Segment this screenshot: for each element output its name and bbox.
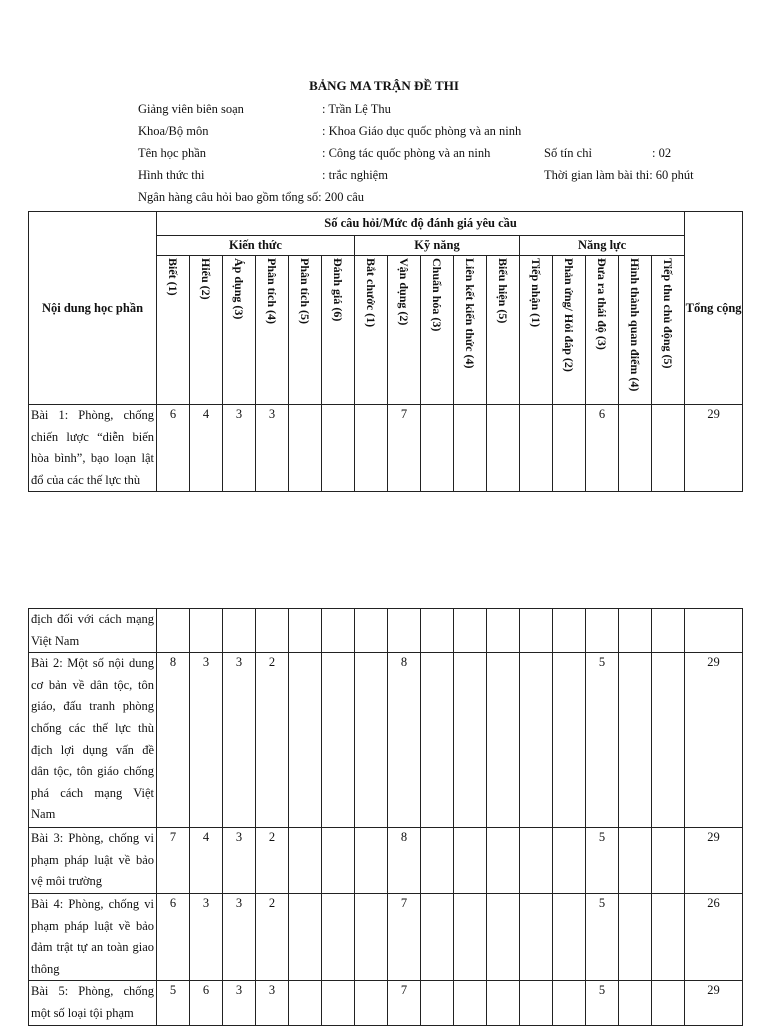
column-header <box>355 256 388 405</box>
cell-value: 5 <box>586 653 619 828</box>
cell-value <box>619 893 652 980</box>
cell-value <box>322 405 355 492</box>
cell-value <box>520 828 553 894</box>
cell-value <box>322 828 355 894</box>
column-header <box>157 256 190 405</box>
cell-value: 5 <box>586 893 619 980</box>
cell-value: 3 <box>256 981 289 1025</box>
cell-value <box>487 893 520 980</box>
lecturer-label: Giảng viên biên soạn <box>138 102 244 116</box>
cell-value: 5 <box>586 828 619 894</box>
exam-label: Hình thức thi <box>138 168 205 182</box>
column-header-label: Vận dụng (2) <box>397 258 411 326</box>
row-content: Bài 4: Phòng, chống vi phạm pháp luật về bảo đảm trật tự an toàn giao thông <box>29 893 157 980</box>
cell-value: 2 <box>256 893 289 980</box>
table-row <box>29 981 743 1025</box>
cell-value <box>586 609 619 653</box>
column-header-label: Tiếp thu chủ động (5) <box>661 258 676 369</box>
cell-value <box>553 609 586 653</box>
cell-value <box>454 981 487 1025</box>
cell-value <box>388 609 421 653</box>
column-header-label: Đánh giá (6) <box>331 258 345 322</box>
column-header <box>553 256 586 405</box>
column-header-label: Liên kết kiến thức (4) <box>463 258 477 369</box>
cell-value: 8 <box>388 828 421 894</box>
row-total: 29 <box>685 981 743 1025</box>
cell-value: 8 <box>388 653 421 828</box>
cell-value <box>322 653 355 828</box>
column-header <box>487 256 520 405</box>
column-header <box>586 256 619 405</box>
column-header-label: Phân tích (4) <box>265 258 279 324</box>
cell-value <box>520 405 553 492</box>
credits-label: Số tín chỉ <box>544 146 592 160</box>
table-row <box>29 609 743 653</box>
cell-value: 3 <box>223 405 256 492</box>
column-header-label: Hình thành quan điểm (4) <box>628 258 642 392</box>
cell-value <box>487 981 520 1025</box>
cell-value <box>157 609 190 653</box>
cell-value <box>619 828 652 894</box>
table-row <box>29 893 743 980</box>
column-header-label: Tiếp nhận (1) <box>529 258 543 328</box>
column-header-label: Phản ứng/ Hỏi đáp (2) <box>562 258 576 372</box>
cell-value <box>487 609 520 653</box>
cell-value <box>355 653 388 828</box>
column-header-label: Phân tích (5) <box>298 258 312 324</box>
dept-value: : Khoa Giáo dục quốc phòng và an ninh <box>322 124 522 138</box>
total-header: Tổng cộng <box>685 212 743 405</box>
subgroup-skills: Kỹ năng <box>355 236 520 256</box>
time-text: Thời gian làm bài thi: 60 phút <box>544 168 694 182</box>
cell-value: 7 <box>388 405 421 492</box>
cell-value <box>553 828 586 894</box>
cell-value <box>355 828 388 894</box>
column-header-label: Áp dụng (3) <box>232 258 246 320</box>
cell-value <box>421 893 454 980</box>
cell-value: 6 <box>190 981 223 1025</box>
course-value: : Công tác quốc phòng và an ninh <box>322 146 491 160</box>
column-header <box>388 256 421 405</box>
subgroup-competency: Năng lực <box>520 236 685 256</box>
row-content: địch đối với cách mạng Việt Nam <box>29 609 157 653</box>
table-row <box>29 653 743 828</box>
bank-text: Ngân hàng câu hỏi bao gồm tổng số: 200 câu <box>138 190 364 204</box>
cell-value <box>553 405 586 492</box>
cell-value: 4 <box>190 405 223 492</box>
column-header-label: Biết (1) <box>166 258 180 296</box>
cell-value <box>289 405 322 492</box>
cell-value <box>421 405 454 492</box>
cell-value <box>454 893 487 980</box>
cell-value: 3 <box>190 653 223 828</box>
column-header <box>454 256 487 405</box>
cell-value <box>289 981 322 1025</box>
row-content: Bài 3: Phòng, chống vi phạm pháp luật về bảo vệ môi trường <box>29 828 157 894</box>
document-title: BẢNG MA TRẬN ĐỀ THI <box>309 78 459 93</box>
row-total: 26 <box>685 893 743 980</box>
cell-value <box>322 981 355 1025</box>
cell-value <box>520 609 553 653</box>
row-content: Bài 5: Phòng, chống một số loại tội phạm <box>29 981 157 1025</box>
column-header <box>190 256 223 405</box>
info-course <box>138 146 672 161</box>
cell-value: 3 <box>256 405 289 492</box>
cell-value <box>520 653 553 828</box>
cell-value <box>553 653 586 828</box>
cell-value: 6 <box>157 893 190 980</box>
cell-value <box>619 653 652 828</box>
cell-value: 6 <box>586 405 619 492</box>
subgroup-knowledge: Kiến thức <box>157 236 355 256</box>
cell-value: 3 <box>223 893 256 980</box>
column-header <box>289 256 322 405</box>
cell-value: 3 <box>223 981 256 1025</box>
lecturer-value: : Trần Lệ Thu <box>322 102 391 116</box>
cell-value <box>421 653 454 828</box>
info-dept <box>138 124 522 139</box>
credits-value: : 02 <box>652 146 672 160</box>
cell-value <box>652 828 685 894</box>
cell-value: 7 <box>388 981 421 1025</box>
table-row <box>29 405 743 492</box>
cell-value <box>652 405 685 492</box>
matrix-table-part1 <box>28 211 743 492</box>
cell-value: 2 <box>256 653 289 828</box>
row-content: Bài 2: Một số nội dung cơ bản về dân tộc, tôn giáo, đấu tranh phòng chống các thế lực thù địch lợi dụng vấn đề dân tộc, tôn giáo chống phá cách mạng Việt Nam <box>29 653 157 828</box>
cell-value <box>289 609 322 653</box>
cell-value <box>421 828 454 894</box>
row-total <box>685 609 743 653</box>
cell-value <box>454 653 487 828</box>
column-header-label: Biểu hiện (5) <box>496 258 510 324</box>
cell-value <box>487 828 520 894</box>
cell-value <box>454 828 487 894</box>
column-header <box>652 256 685 405</box>
cell-value <box>289 828 322 894</box>
cell-value <box>355 981 388 1025</box>
cell-value <box>289 893 322 980</box>
column-header-label: Hiểu (2) <box>199 258 213 300</box>
cell-value <box>553 893 586 980</box>
cell-value <box>322 893 355 980</box>
column-header <box>520 256 553 405</box>
cell-value: 2 <box>256 828 289 894</box>
cell-value: 3 <box>223 828 256 894</box>
cell-value <box>553 981 586 1025</box>
column-header <box>223 256 256 405</box>
group-header: Số câu hỏi/Mức độ đánh giá yêu cầu <box>157 212 685 236</box>
cell-value <box>487 653 520 828</box>
cell-value <box>289 653 322 828</box>
matrix-table-part2 <box>28 608 743 1026</box>
dept-label: Khoa/Bộ môn <box>138 124 209 138</box>
cell-value: 8 <box>157 653 190 828</box>
course-label: Tên học phần <box>138 146 207 160</box>
cell-value: 5 <box>157 981 190 1025</box>
info-lecturer <box>138 102 391 117</box>
column-header-label: Đưa ra thái độ (3) <box>595 258 609 350</box>
cell-value: 4 <box>190 828 223 894</box>
cell-value: 7 <box>388 893 421 980</box>
cell-value <box>619 405 652 492</box>
cell-value <box>355 609 388 653</box>
table-row <box>29 828 743 894</box>
cell-value: 5 <box>586 981 619 1025</box>
row-total: 29 <box>685 828 743 894</box>
row-total: 29 <box>685 405 743 492</box>
column-header-label: Bắt chước (1) <box>364 258 378 328</box>
column-header <box>619 256 652 405</box>
cell-value <box>652 981 685 1025</box>
cell-value <box>652 893 685 980</box>
cell-value <box>256 609 289 653</box>
cell-value <box>652 653 685 828</box>
cell-value <box>421 981 454 1025</box>
cell-value: 6 <box>157 405 190 492</box>
column-header-label: Chuẩn hóa (3) <box>430 258 444 332</box>
column-header <box>256 256 289 405</box>
cell-value <box>454 405 487 492</box>
cell-value <box>190 609 223 653</box>
row-total: 29 <box>685 653 743 828</box>
info-exam <box>138 168 694 183</box>
content-header: Nội dung học phần <box>29 212 157 405</box>
exam-value: : trắc nghiệm <box>322 168 388 182</box>
cell-value <box>487 405 520 492</box>
row-content: Bài 1: Phòng, chống chiến lược “diễn biến hòa bình”, bạo loạn lật đổ của các thế lực thù <box>29 405 157 492</box>
column-header <box>421 256 454 405</box>
cell-value: 3 <box>223 653 256 828</box>
column-header <box>322 256 355 405</box>
cell-value <box>421 609 454 653</box>
cell-value <box>520 893 553 980</box>
cell-value <box>520 981 553 1025</box>
cell-value <box>322 609 355 653</box>
cell-value <box>355 405 388 492</box>
cell-value <box>223 609 256 653</box>
cell-value <box>619 609 652 653</box>
cell-value <box>454 609 487 653</box>
cell-value: 7 <box>157 828 190 894</box>
cell-value <box>355 893 388 980</box>
cell-value <box>619 981 652 1025</box>
cell-value <box>652 609 685 653</box>
cell-value: 3 <box>190 893 223 980</box>
